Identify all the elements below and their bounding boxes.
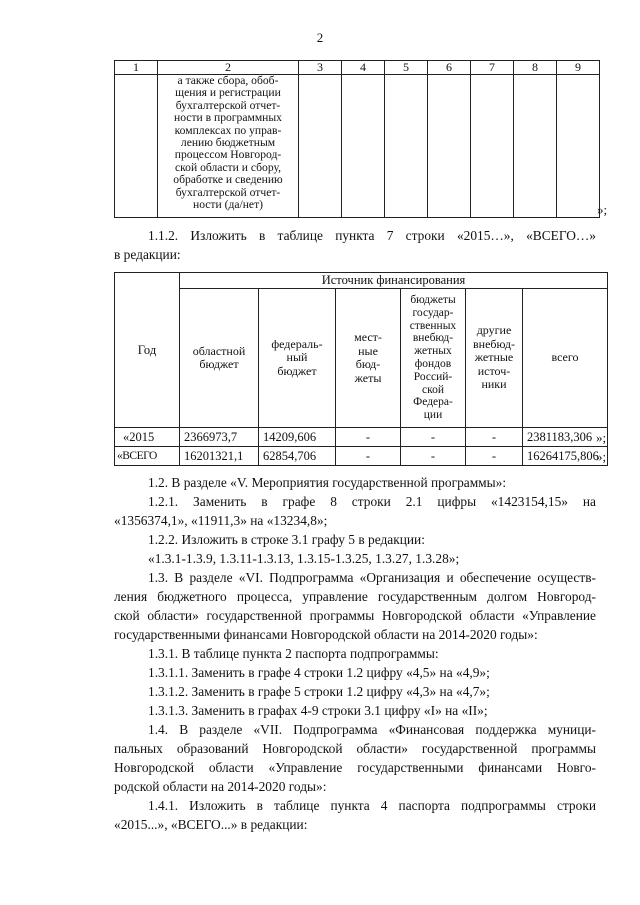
table-cell bbox=[557, 75, 600, 218]
para-1-3-1-3: 1.3.1.3. Заменить в графах 4-9 строки 3.1 цифру «I» на «II»; bbox=[148, 703, 488, 718]
table-cell bbox=[385, 75, 428, 218]
table-cell bbox=[342, 75, 385, 218]
table-cell bbox=[115, 75, 158, 218]
col-header: 4 bbox=[342, 61, 385, 75]
para-1-3-1: 1.3.1. В таблице пункта 2 паспорта подпрограммы: bbox=[148, 646, 439, 661]
indicator-description bbox=[158, 75, 299, 218]
desc-line: ской области и сбору, bbox=[174, 160, 281, 174]
para-1-4-1: 1.4.1. Изложить в таблице пункта 4 паспорта подпрограммы строки bbox=[148, 798, 596, 813]
row-funds: - bbox=[401, 447, 466, 466]
row-year: «ВСЕГО bbox=[115, 447, 180, 466]
col-header: 2 bbox=[158, 61, 299, 75]
para-1-3-1-2: 1.3.1.2. Заменить в графе 5 строки 1.2 цифру «4,3» на «4,7»; bbox=[148, 684, 490, 699]
row-local: - bbox=[336, 447, 401, 466]
para-1-1-2-cont: в редакции: bbox=[114, 247, 181, 262]
para-1-2-2: 1.2.2. Изложить в строке 3.1 графу 5 в редакции: bbox=[148, 532, 425, 547]
para-1-2-1: 1.2.1. Заменить в графе 8 строки 2.1 цифры «1423154,15» на bbox=[148, 494, 596, 509]
financing-table bbox=[114, 272, 608, 466]
row-federal: 62854,706 bbox=[259, 447, 336, 466]
desc-line: ности в программных bbox=[174, 111, 282, 125]
col-header: 3 bbox=[299, 61, 342, 75]
table-row bbox=[115, 428, 608, 447]
para-1-2: 1.2. В разделе «V. Мероприятия государственной программы»: bbox=[148, 475, 507, 490]
table-header-row bbox=[115, 61, 600, 75]
para-1-2-2-value: «1.3.1-1.3.9, 1.3.11-1.3.13, 1.3.15-1.3.25, 1.3.27, 1.3.28»; bbox=[148, 551, 460, 566]
col-header: 9 bbox=[557, 61, 600, 75]
para-1-2-1-cont: «1356374,1», «11911,3» на «13234,8»; bbox=[114, 513, 328, 528]
para-1-4-1-cont: «2015...», «ВСЕГО...» в редакции: bbox=[114, 817, 308, 832]
row-year: «2015 bbox=[115, 428, 180, 447]
desc-line: бухгалтерской отчет- bbox=[175, 185, 281, 199]
row-federal: 14209,606 bbox=[259, 428, 336, 447]
para-1-3: 1.3. В разделе «VI. Подпрограмма «Организация и обеспечение осуществ- bbox=[148, 570, 596, 585]
desc-line: ности (да/нет) bbox=[192, 198, 263, 212]
col-other: другие внебюд- жетные источ- ники bbox=[466, 289, 523, 428]
para-1-3-cont: ской области» государственной программы Новгородской области «Управление bbox=[114, 608, 596, 623]
col-header: 7 bbox=[471, 61, 514, 75]
continuation-table bbox=[114, 60, 600, 218]
table-row bbox=[115, 447, 608, 466]
col-header: 6 bbox=[428, 61, 471, 75]
table-cell bbox=[514, 75, 557, 218]
para-1-3-cont: ления бюджетного процесса, управление государственным долгом Новгород- bbox=[114, 589, 596, 604]
desc-line: комплексах по управ- bbox=[174, 123, 282, 137]
col-regional: областной бюджет bbox=[180, 289, 259, 428]
row-other: - bbox=[466, 428, 523, 447]
col-header: 8 bbox=[514, 61, 557, 75]
desc-line: бухгалтерской отчет- bbox=[175, 98, 281, 112]
row-local: - bbox=[336, 428, 401, 447]
para-1-4-cont: Новгородской области «Управление государственными финансами Новго- bbox=[114, 760, 596, 775]
row-total: 2381183,306 bbox=[523, 428, 608, 447]
desc-line: щения и регистрации bbox=[175, 86, 281, 100]
desc-line: процессом Новгород- bbox=[174, 148, 282, 162]
col-funds: бюджеты государ- ственных внебюд- жетных фондов Россий- ской Федера- ции bbox=[401, 289, 466, 428]
row-closing-quote: »; bbox=[596, 449, 607, 464]
col-header: 1 bbox=[115, 61, 158, 75]
para-1-3-1-1: 1.3.1.1. Заменить в графе 4 строки 1.2 цифру «4,5» на «4,9»; bbox=[148, 665, 490, 680]
row-regional: 16201321,1 bbox=[180, 447, 259, 466]
table-cell bbox=[471, 75, 514, 218]
para-1-1-2: 1.1.2. Изложить в таблице пункта 7 строки «2015…», «ВСЕГО…» bbox=[148, 228, 596, 243]
table-cell bbox=[428, 75, 471, 218]
row-other: - bbox=[466, 447, 523, 466]
col-total: всего bbox=[523, 289, 608, 428]
para-1-4-cont: родской области на 2014-2020 годы»: bbox=[114, 779, 327, 794]
desc-line: лению бюджетным bbox=[180, 136, 276, 150]
table-row bbox=[115, 75, 600, 218]
row-funds: - bbox=[401, 428, 466, 447]
table-cell bbox=[299, 75, 342, 218]
para-1-4-cont: пальных образований Новгородской области» государственной программы bbox=[114, 741, 596, 756]
col-local: мест- ные бюд- жеты bbox=[336, 289, 401, 428]
page-number: 2 bbox=[316, 30, 324, 45]
source-header: Источник финансирования bbox=[180, 273, 608, 289]
desc-line: обработке и сведению bbox=[173, 173, 283, 187]
col-federal: федераль- ный бюджет bbox=[259, 289, 336, 428]
row-total: 16264175,806 bbox=[523, 447, 608, 466]
row-closing-quote: »; bbox=[596, 430, 607, 445]
table-closing-quote: »; bbox=[597, 202, 608, 217]
row-regional: 2366973,7 bbox=[180, 428, 259, 447]
desc-line: а также сбора, обоб- bbox=[177, 74, 279, 87]
col-header: 5 bbox=[385, 61, 428, 75]
year-header: Год bbox=[115, 273, 180, 428]
para-1-4: 1.4. В разделе «VII. Подпрограмма «Финансовая поддержка муници- bbox=[148, 722, 596, 737]
subheader-row bbox=[115, 289, 608, 428]
para-1-3-cont: государственными финансами Новгородской области на 2014-2020 годы»: bbox=[114, 627, 538, 642]
